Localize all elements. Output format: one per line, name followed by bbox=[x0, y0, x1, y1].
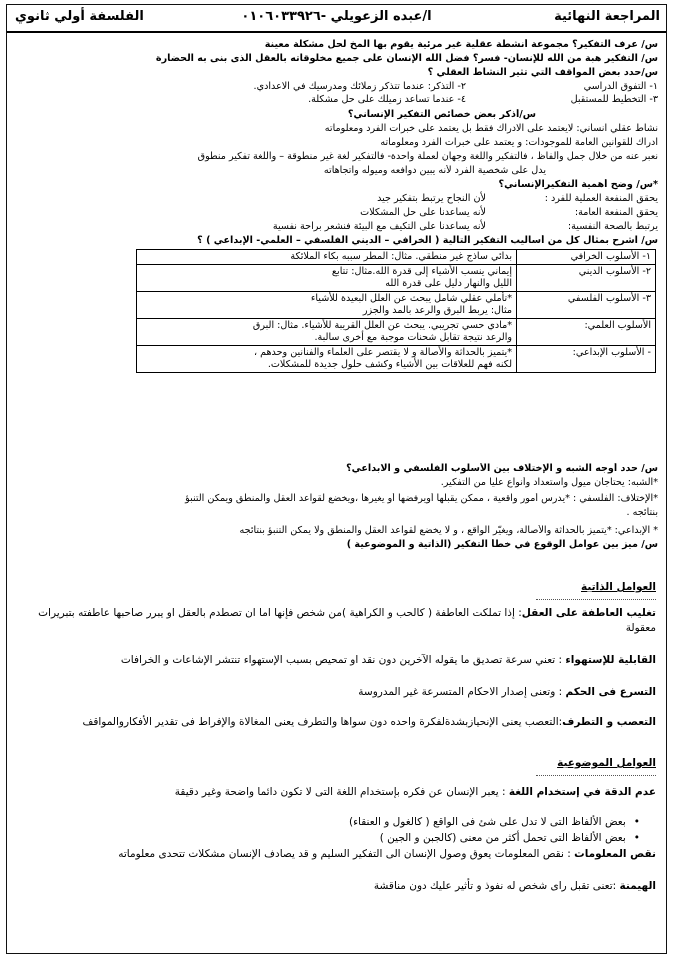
definition: : نقص المعلومات يعوق وصول الإنسان الى التفكير السليم و قد يصادف الإنسان مشكلات تتحدى معلوماته bbox=[118, 848, 575, 860]
style-desc-line: والرعد نتيجة تقابل شحنات موجبة مع أخرى سالبة. bbox=[314, 332, 512, 343]
style-name: ٢- الأسلوب الديني bbox=[517, 265, 656, 292]
style-desc bbox=[137, 319, 517, 346]
characteristic-item: نشاط عقلي انساني: لايعتمد على الادراك فقط بل يعتمد على خبرات الفرد ومعلوماته bbox=[324, 123, 658, 134]
table-row bbox=[137, 319, 656, 346]
q-thinking-gift: س/ التفكير هبة من الله للإنسان- فسر؟ فضل الله الإنسان على جميع مخلوقاته بالعقل الذى بنى به الحضارة bbox=[155, 53, 658, 64]
list-item: • بعض الألفاظ التى تحمل أكثر من معنى (كالجبن و الجين ) bbox=[380, 831, 640, 845]
table-row bbox=[137, 250, 656, 265]
characteristic-item: ادراك للقوانين العامة للموجودات: و يعتمد على خبرات الفرد ومعلوماته bbox=[380, 137, 658, 148]
style-desc bbox=[137, 292, 517, 319]
importance-title: *س/ وضح أهمية التفكيرالإنساني؟ bbox=[498, 179, 658, 190]
importance-label: يرتبط بالصحة النفسية: bbox=[567, 221, 658, 232]
table-row bbox=[137, 292, 656, 319]
style-desc-line: *يتميز بالحداثة والأصالة و لا يقتصر على العلماء والفنانين وحدهم ، bbox=[253, 347, 512, 358]
page-header bbox=[7, 5, 666, 33]
style-name: الأسلوب العلمي: bbox=[517, 319, 656, 346]
style-desc-line: الليل والنهار دليل على قدرة الله bbox=[385, 278, 512, 289]
comparison-line: *الشبه: يحتاجان ميول واستعداد وأنواع عليا من التفكير. bbox=[440, 477, 658, 488]
table-row bbox=[137, 346, 656, 373]
characteristics-title: س/أذكر بعض خصائص التفكير الإنساني؟ bbox=[347, 109, 536, 120]
style-desc-line: *تأملي عقلي شامل يبحث عن العلل البعيدة للأشياء bbox=[310, 293, 512, 304]
comparison-title: س/ حدد أوجه الشبه و الإختلاف بين الأسلوب الفلسفي و الابداعي؟ bbox=[346, 463, 658, 474]
characteristic-item: يدل على شخصية الفرد لأنه يبين دوافعه وميوله واتجاهاته bbox=[323, 165, 546, 176]
section-divider bbox=[536, 599, 656, 600]
characteristic-item: نعبر عنه من خلال جمل وألفاظ ، فالتفكير واللغة وجهان لعملة واحدة- فالتفكير لغة غير منطوقة – واللغة تفكير منطوق bbox=[197, 151, 658, 162]
subjective-item bbox=[17, 715, 656, 730]
table-row bbox=[137, 265, 656, 292]
comparison-line: بنتائجه . bbox=[626, 507, 658, 518]
definition: :التعصب يعنى الإنحيازبشدةلفكرة واحده دون سواها والتطرف يعنى المغالاة والإفراط فى تقدير الأفكاروالمواقف bbox=[82, 716, 563, 728]
subjective-item bbox=[17, 606, 656, 636]
term: عدم الدقة في إستخدام اللغة bbox=[508, 786, 656, 798]
header-subject: الفلسفة أولي ثانوي bbox=[15, 9, 144, 24]
term: التسرع فى الحكم bbox=[565, 686, 656, 698]
style-desc-line: *مادي حسي تجريبي. يبحث عن العلل القريبة للأشياء. مثال: البرق bbox=[252, 320, 512, 331]
page-frame bbox=[6, 4, 667, 954]
header-title: المراجعة النهائية bbox=[554, 9, 660, 24]
situation-1: ١- التفوق الدراسي bbox=[583, 81, 658, 92]
comparison-line: * الإبداعي: *يتميز بالحداثة والأصالة، ويغيّر الواقع ، و لا يخضع لقواعد العقل والمنطق ولا يمكن التنبؤ بنتائجه bbox=[239, 525, 658, 536]
subjective-heading: العوامل الذاتية bbox=[581, 581, 656, 593]
term: الهيمنة bbox=[619, 880, 656, 892]
q-situations-title: س/حدد بعض المواقف التي تثير النشاط العقلي ؟ bbox=[427, 67, 658, 78]
subjective-item bbox=[17, 685, 656, 700]
importance-reason: لأن النجاح يرتبط بتفكير جيد bbox=[377, 193, 486, 204]
style-desc bbox=[137, 250, 517, 265]
style-desc-line: لكنه فهم للعلاقات بين الأشياء وكشف حلول جديدة للمشكلات. bbox=[267, 359, 512, 370]
definition: : إذا تملكت العاطفة ( كالحب و الكراهية )من شخص فإنها اما ان تصطدم بالعقل او يبرر صاحبها عاطفته بتبريرات معقولة bbox=[38, 607, 656, 634]
errors-title: س/ ميز بين عوامل الوقوع في خطأ التفكير (الذاتية و الموضوعية ) bbox=[346, 539, 658, 550]
term: القابلية للإستهواء bbox=[565, 654, 656, 666]
importance-reason: لأنه يساعدنا على التكيف مع البيئة فنشعر براحة نفسية bbox=[272, 221, 486, 232]
header-teacher: ا/عبده الزعويلي -٠١٠٦٠٣٣٩٢٦ bbox=[241, 9, 432, 24]
comparison-line: *الإختلاف: الفلسفي : *يدرس أمور واقعية ، ممكن يقبلها أويرفضها أو يغيرها ،ويخضع لقواعد العقل والمنطق ويمكن التنبؤ bbox=[185, 493, 658, 504]
style-name: ١- الأسلوب الخرافي bbox=[517, 250, 656, 265]
style-desc bbox=[137, 346, 517, 373]
style-desc-line: بدائي ساذج غير منطقي. مثال: المطر سببه بكاء الملائكة bbox=[290, 251, 512, 262]
definition: : يعبر الإنسان عن فكره بإستخدام اللغة التى لا تكون دائما واضحة وغير دقيقة bbox=[174, 786, 509, 798]
term: التعصب و التطرف bbox=[562, 716, 656, 728]
situation-2: ٢- التذكر: عندما تتذكر زملائك ومدرسيك في الاعدادي. bbox=[253, 81, 466, 92]
term: تغليب العاطفة على العقل bbox=[521, 607, 656, 619]
term: نقص المعلومات bbox=[574, 848, 656, 860]
thinking-styles-table bbox=[136, 249, 656, 373]
style-name: ٣- الأسلوب الفلسفي bbox=[517, 292, 656, 319]
style-name: - الأسلوب الإبداعي: bbox=[517, 346, 656, 373]
situation-4: ٤- عندما تساعد زميلك على حل مشكلة. bbox=[308, 94, 466, 105]
subjective-item bbox=[17, 653, 656, 668]
objective-item bbox=[17, 785, 656, 800]
objective-item bbox=[17, 847, 656, 862]
definition: :تعنى تقبل راى شخص له نفوذ و تأثير عليك دون مناقشة bbox=[373, 880, 620, 892]
definition: : وتعنى إصدار الاحكام المتسرعة غير المدروسة bbox=[358, 686, 566, 698]
style-desc-line: إيماني ينسب الأشياء إلى قدرة الله.مثال: تتابع bbox=[331, 266, 512, 277]
section-divider bbox=[536, 775, 656, 776]
style-desc bbox=[137, 265, 517, 292]
objective-heading: العوامل الموضوعية bbox=[557, 757, 656, 769]
importance-reason: لأنه يساعدنا على حل المشكلات bbox=[360, 207, 486, 218]
q-define-thinking: س/ عرف التفكير؟ مجموعة أنشطة عقلية غير مرئية يقوم بها المخ لحل مشكلة معينة bbox=[264, 39, 658, 50]
situation-3: ٣- التخطيط للمستقبل bbox=[570, 94, 658, 105]
styles-title: س/ اشرح بمثال كل من أساليب التفكير التالية ( الخرافي – الديني الفلسفي – العلمي- الإبداعي ) ؟ bbox=[197, 235, 658, 246]
importance-label: يحقق المنفعة العملية للفرد : bbox=[544, 193, 658, 204]
definition: : تعني سرعة تصديق ما يقوله الآخرين دون نقد او تمحيص بسبب الإستهواء تنتشر الإشاعات و الخرافات bbox=[120, 654, 566, 666]
importance-label: يحقق المنفعة العامة: bbox=[574, 207, 658, 218]
style-desc-line: مثال: يربط البرق والرعد بالمد والجزر bbox=[362, 305, 512, 316]
objective-item bbox=[17, 879, 656, 894]
list-item: • بعض الألفاظ التى لا تدل على شئ فى الواقع ( كالغول و العنقاء) bbox=[349, 815, 640, 829]
